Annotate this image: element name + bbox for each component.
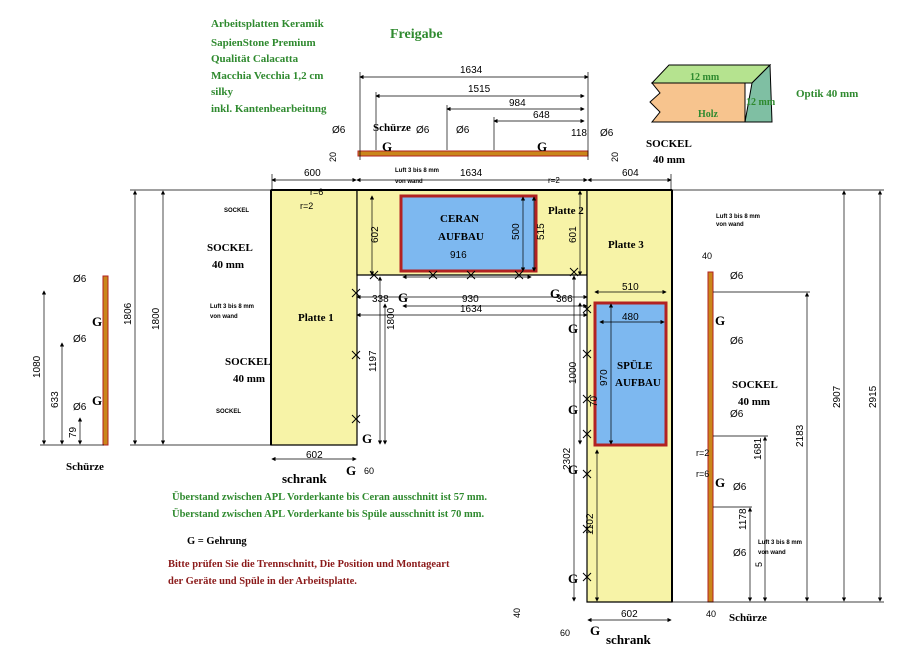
dim-1806: 1806	[123, 302, 134, 325]
g-marker-right-2: G	[568, 402, 579, 417]
radius-2-right: r=2	[548, 176, 560, 185]
g-marker-top-2: G	[537, 139, 548, 154]
dia-label-left-1: Ø6	[73, 274, 87, 285]
dia-label-left-2: Ø6	[73, 334, 87, 345]
dim-1080: 1080	[32, 355, 43, 378]
dia-label-top-3: Ø6	[456, 125, 470, 136]
von-wand-top: von wand	[395, 179, 423, 185]
spec-line-5: silky	[211, 86, 234, 98]
dim-1102: 1102	[585, 513, 596, 535]
dim-510: 510	[622, 282, 639, 293]
spuele-aufbau-label: AUFBAU	[615, 377, 661, 389]
spec-line-6: inkl. Kantenbearbeitung	[211, 103, 327, 115]
dim-1681: 1681	[753, 437, 764, 460]
optik-label: Optik 40 mm	[796, 88, 859, 100]
dia-label-left-3: Ø6	[73, 402, 87, 413]
dim-984: 984	[509, 98, 526, 109]
top-schuerze-strip	[358, 151, 588, 156]
g-marker-left-2: G	[346, 463, 357, 478]
dim-20-right: 20	[610, 151, 620, 162]
spuele-overhang-note: Überstand zwischen APL Vorderkante bis Spüle ausschnitt ist 70 mm.	[172, 509, 485, 520]
von-wand-left: von wand	[210, 314, 238, 320]
edge-core-label: Holz	[698, 109, 718, 120]
ceran-aufbau-label: AUFBAU	[438, 231, 484, 243]
sockel-label-1: SOCKEL	[207, 242, 253, 254]
g-marker-apron-left-1: G	[92, 314, 103, 329]
dim-1178: 1178	[738, 508, 749, 530]
dim-916: 916	[450, 250, 467, 261]
sockel-40mm-2: 40 mm	[233, 373, 266, 385]
sockel-40mm-1: 40 mm	[212, 259, 245, 271]
von-wand-right-bottom: von wand	[758, 550, 786, 556]
dim-70: 70	[589, 395, 600, 407]
dia-label-right-4: Ø6	[733, 482, 747, 493]
dim-60-left: 60	[364, 466, 375, 476]
radius-6-top: r=6	[310, 187, 324, 197]
dia-label-right-3: Ø6	[730, 409, 744, 420]
g-marker-apron-right-1: G	[715, 313, 726, 328]
schrank-left-label: schrank	[282, 471, 327, 486]
platte-3-label: Platte 3	[608, 239, 644, 251]
dia-label-right-2: Ø6	[730, 336, 744, 347]
luft-right: Luft 3 bis 8 mm	[716, 214, 761, 220]
ceran-label: CERAN	[440, 213, 480, 225]
sockel-label-3: SOCKEL	[646, 138, 692, 150]
dim-40-right-bottom: 40	[706, 609, 717, 619]
von-wand-right: von wand	[716, 222, 744, 228]
dia-label-top-4: Ø6	[600, 128, 614, 139]
g-marker-right-1: G	[568, 321, 579, 336]
dim-2907: 2907	[832, 385, 843, 408]
dim-648: 648	[533, 110, 550, 121]
dia-label-top-2: Ø6	[416, 125, 430, 136]
spec-line-3: Qualität Calacatta	[211, 53, 299, 65]
dim-2183: 2183	[795, 424, 806, 447]
platte-1-label: Platte 1	[298, 312, 334, 324]
dim-1800: 1800	[151, 307, 162, 330]
dim-1634-low: 1634	[460, 304, 483, 315]
right-schuerze-strip	[708, 272, 713, 602]
schrank-right-label: schrank	[606, 632, 651, 647]
dim-1000: 1000	[568, 361, 579, 384]
sockel-small-1: SOCKEL	[224, 208, 250, 214]
luft-right-bottom: Luft 3 bis 8 mm	[758, 540, 803, 546]
dim-40-right-top: 40	[702, 251, 713, 261]
dim-1515: 1515	[468, 84, 491, 95]
dim-930: 930	[462, 294, 479, 305]
dim-20-left: 20	[328, 151, 338, 162]
dim-602-left: 602	[306, 450, 323, 461]
edge-side-label: 12 mm	[746, 97, 776, 108]
sockel-40mm-3: 40 mm	[653, 154, 686, 166]
spec-line-1: Arbeitsplatten Keramik	[211, 18, 324, 30]
radius-6-right: r=6	[696, 469, 710, 479]
left-schuerze-strip	[103, 276, 108, 445]
g-marker-bottom: G	[590, 623, 601, 638]
schuerze-left-label: Schürze	[66, 461, 104, 473]
dim-515: 515	[536, 223, 547, 240]
g-marker-mid-2: G	[550, 286, 561, 301]
dim-633: 633	[50, 391, 61, 408]
spec-block	[211, 18, 327, 115]
dia-label-right-5: Ø6	[733, 548, 747, 559]
g-marker-apron-right-2: G	[715, 475, 726, 490]
schuerze-right-label: Schürze	[729, 612, 767, 624]
dim-602-right: 602	[621, 609, 638, 620]
g-marker-left-1: G	[362, 431, 373, 446]
dim-602: 602	[370, 226, 381, 243]
dia-label-right-1: Ø6	[730, 271, 744, 282]
check-note-line-1: Bitte prüfen Sie die Trennschnitt, Die Position und Montageart	[168, 559, 450, 570]
g-marker-top-1: G	[382, 139, 393, 154]
dim-970: 970	[599, 369, 610, 386]
g-marker-mid-1: G	[398, 290, 409, 305]
sockel-label-4: SOCKEL	[732, 379, 778, 391]
dim-118: 118	[571, 128, 587, 139]
g-marker-apron-left-2: G	[92, 393, 103, 408]
platte-2-label: Platte 2	[548, 205, 584, 217]
dim-40-bottom: 40	[512, 607, 522, 618]
dim-5: 5	[754, 561, 764, 567]
dim-601: 601	[568, 226, 579, 243]
edge-top-label: 12 mm	[690, 72, 720, 83]
dim-500: 500	[511, 223, 522, 240]
radius-2-spuele: r=2	[696, 448, 710, 458]
dim-604: 604	[622, 168, 639, 179]
spuele-label: SPÜLE	[617, 360, 653, 372]
dim-2302: 2302	[562, 447, 573, 470]
sockel-40mm-4: 40 mm	[738, 396, 771, 408]
gehrung-legend: G = Gehrung	[187, 536, 247, 547]
check-note-line-2: der Geräte und Spüle in der Arbeitsplatte.	[168, 576, 357, 587]
dia-label-top-1: Ø6	[332, 125, 346, 136]
spec-line-4: Macchia Vecchia 1,2 cm	[211, 70, 324, 82]
page-title: Freigabe	[390, 27, 443, 42]
spec-line-2: SapienStone Premium	[211, 37, 316, 49]
luft-left: Luft 3 bis 8 mm	[210, 304, 255, 310]
dim-2915: 2915	[868, 385, 879, 408]
dim-600: 600	[304, 168, 321, 179]
g-marker-right-4: G	[568, 571, 579, 586]
radius-2-top: r=2	[300, 201, 314, 211]
luft-top: Luft 3 bis 8 mm	[395, 168, 440, 174]
ceran-overhang-note: Überstand zwischen APL Vorderkante bis Ceran ausschnitt ist 57 mm.	[172, 492, 488, 503]
dim-480: 480	[622, 312, 639, 323]
dim-338: 338	[372, 294, 389, 305]
dim-1634-top: 1634	[460, 65, 483, 76]
dim-60-bottom: 60	[560, 628, 571, 638]
dim-1800-inner: 1800	[386, 307, 397, 330]
dim-1634-mid: 1634	[460, 168, 483, 179]
sockel-small-2: SOCKEL	[216, 409, 242, 415]
g-marker-right-3: G	[568, 462, 579, 477]
dim-79: 79	[68, 426, 79, 438]
dim-1197: 1197	[368, 350, 379, 372]
schuerze-top-label: Schürze	[373, 122, 411, 134]
sockel-label-2: SOCKEL	[225, 356, 271, 368]
dim-366: 366	[556, 294, 573, 305]
